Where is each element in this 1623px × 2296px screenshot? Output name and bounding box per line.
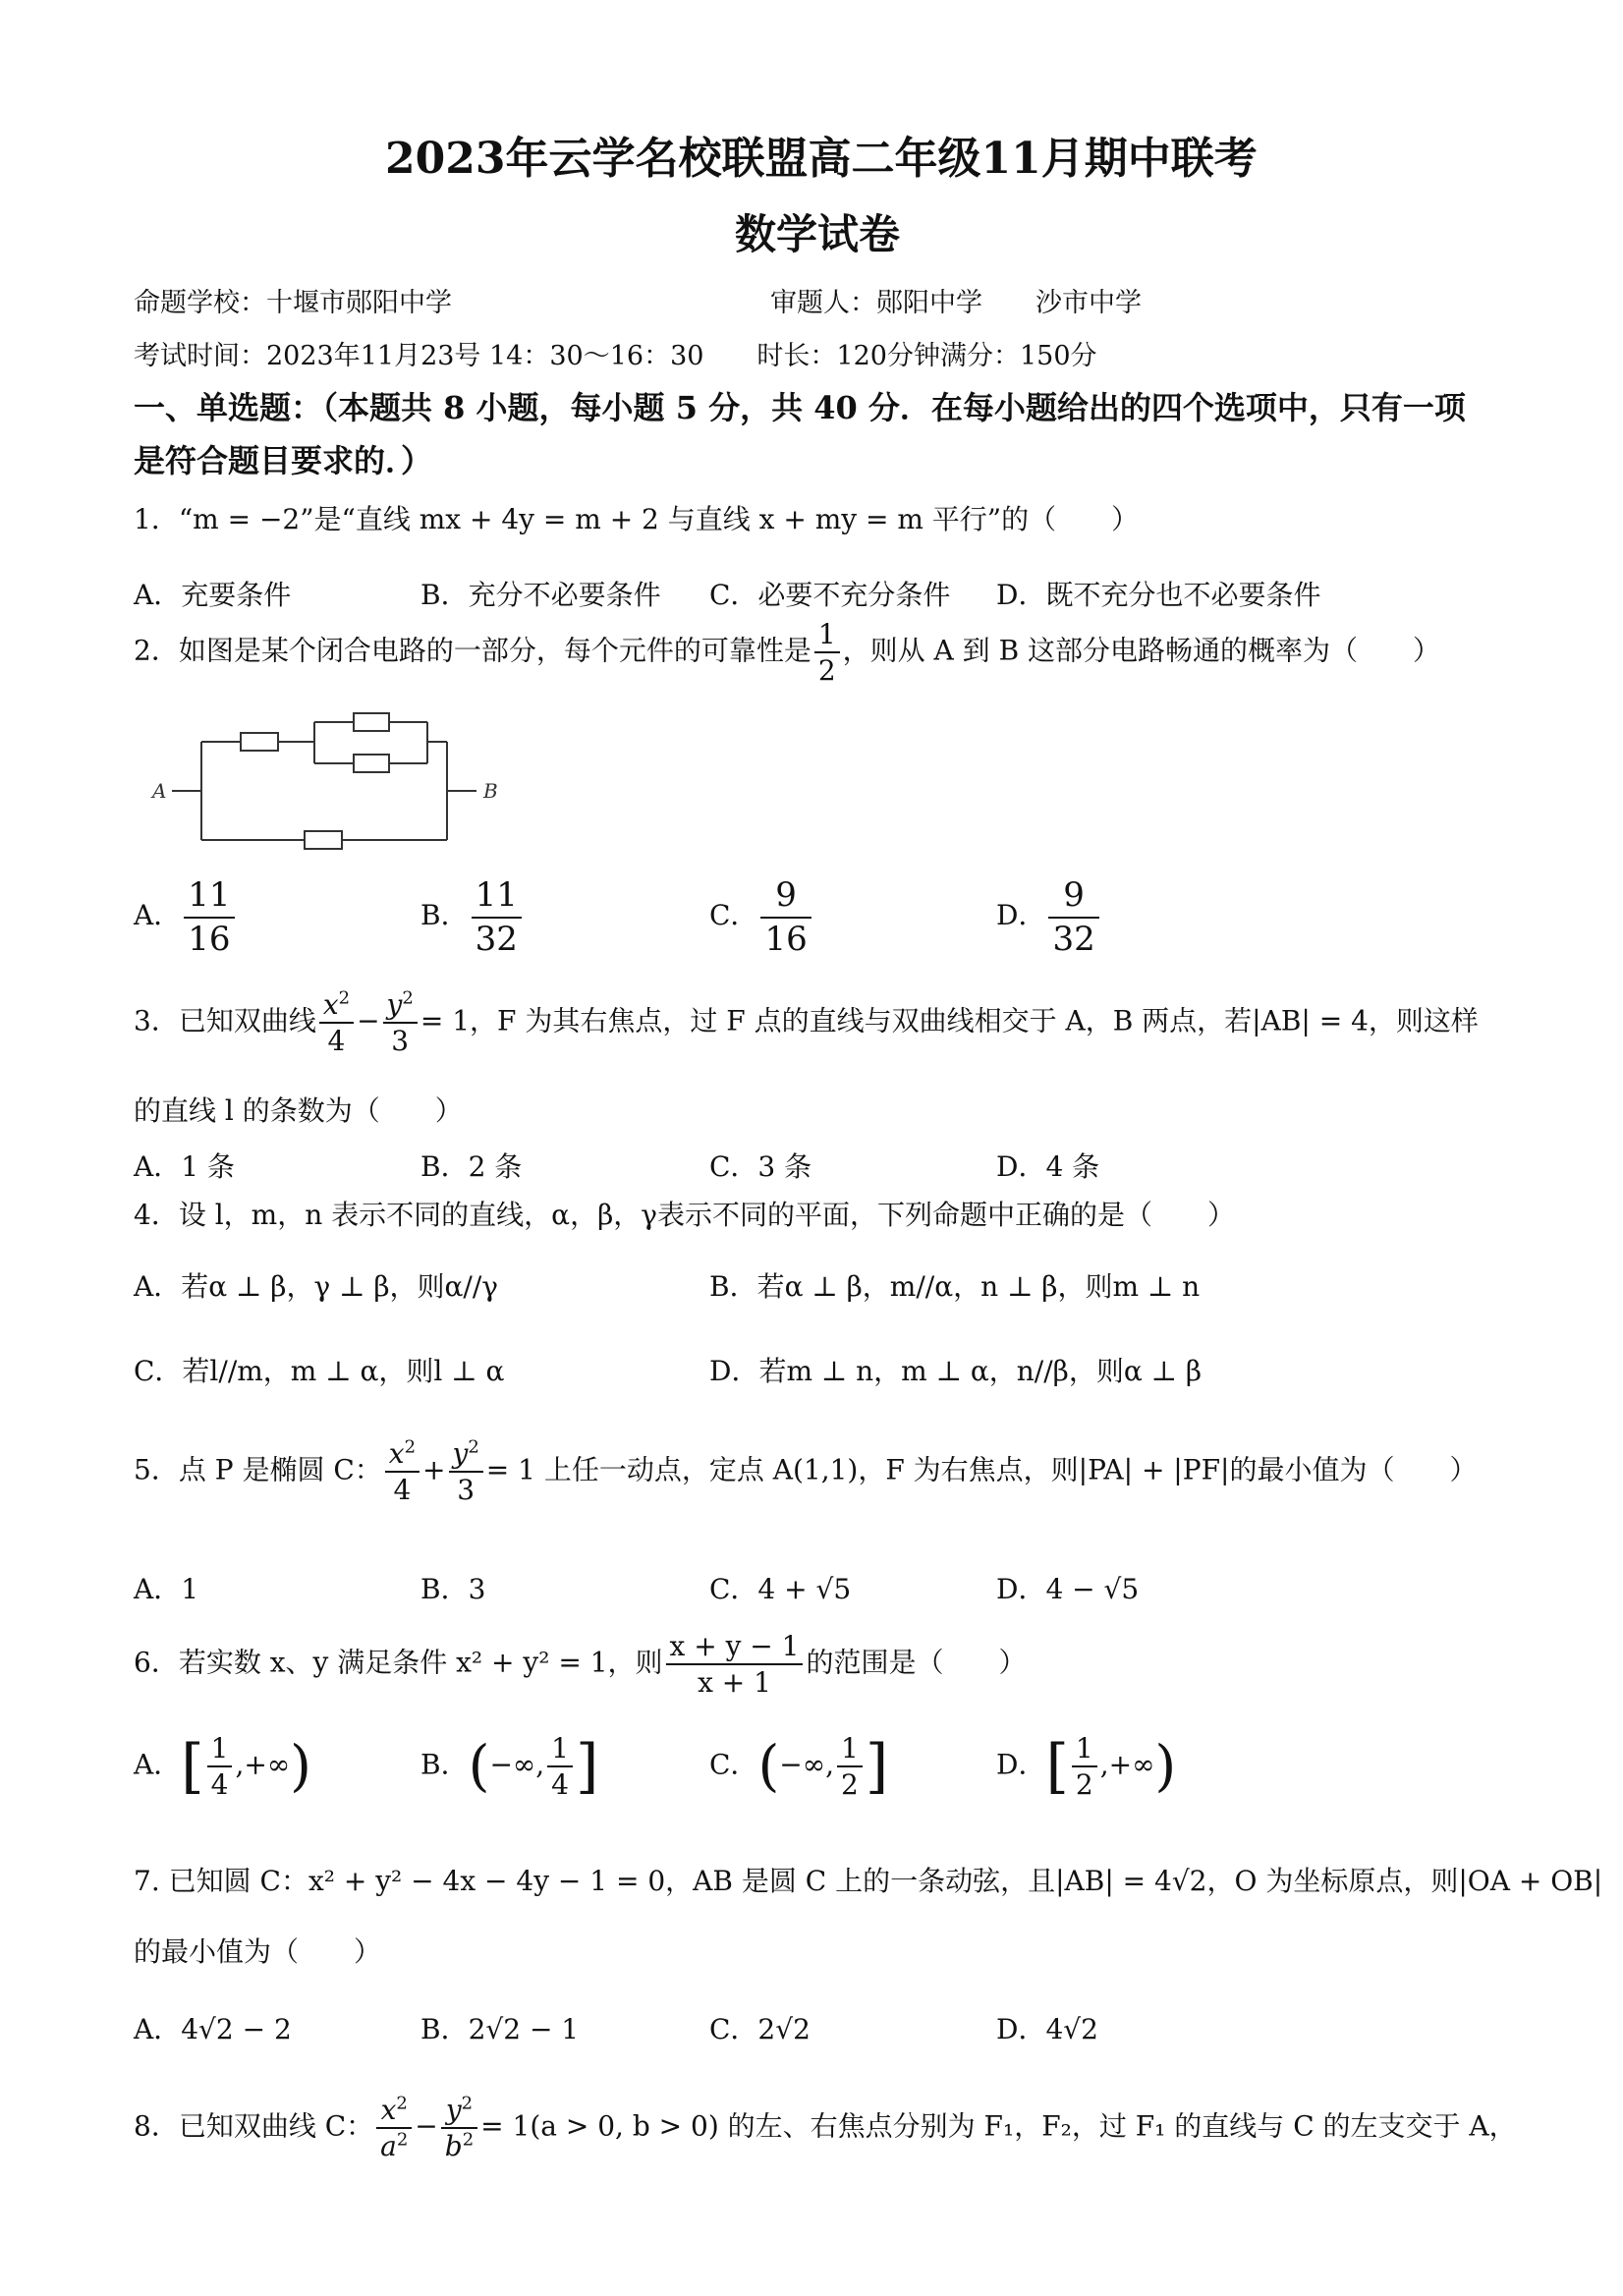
q2-option-a: A． $\frac{11}{16}$ (134, 874, 238, 960)
q6-option-d: D．[ $\frac{1}{2}$ ,+∞) (996, 1732, 1177, 1801)
q3-option-b: B．2 条 (420, 1150, 523, 1183)
q2-option-c: C． $\frac{9}{16}$ (709, 874, 814, 960)
q5-option-c: C．4 + √5 (709, 1573, 852, 1605)
circuit-diagram (147, 702, 511, 860)
q3-option-c: C．3 条 (709, 1150, 812, 1183)
q7-option-d: D．4√2 (996, 2013, 1098, 2045)
question-3: 3．已知双曲线 $\frac{x^2}{4}$ − $\frac{y^2}{3}$ = 1，F 为其右焦点，过 F 点的直线与双曲线相交于 A，B 两点，若|AB| = 4，则这样 (134, 987, 1479, 1057)
q1-option-d: D．既不充分也不必要条件 (996, 579, 1321, 611)
q1-option-c: C．必要不充分条件 (709, 579, 951, 611)
q6-option-c: C．(−∞, $\frac{1}{2}$ ] (709, 1732, 889, 1801)
q4-option-c: C．若l//m，m ⊥ α，则l ⊥ α (134, 1355, 505, 1387)
q2-fraction: $\frac{1}{2}$ (814, 617, 840, 688)
q3-option-d: D．4 条 (996, 1150, 1100, 1183)
q4-option-b: B．若α ⊥ β，m//α，n ⊥ β，则m ⊥ n (709, 1270, 1201, 1303)
q6-option-a: A．[ $\frac{1}{4}$ ,+∞) (134, 1732, 312, 1801)
q2-text-pre: 2．如图是某个闭合电路的一部分，每个元件的可靠性是 (134, 634, 812, 667)
author-school: 命题学校：十堰市郧阳中学 (134, 288, 452, 318)
circuit-label-a: A (152, 779, 167, 803)
q6-option-b: B．(−∞, $\frac{1}{4}$ ] (420, 1732, 599, 1801)
question-4: 4．设 l，m，n 表示不同的直线，α，β，γ表示不同的平面，下列命题中正确的是（ ） (134, 1199, 1235, 1231)
q1-option-a: A．充要条件 (134, 579, 292, 611)
section-heading: 一、单选题：（本题共 8 小题，每小题 5 分，共 40 分．在每小题给出的四个选项中，只有一项 (134, 389, 1466, 426)
question-7: 7. 已知圆 C：x² + y² − 4x − 4y − 1 = 0，AB 是圆 C 上的一条动弦，且|AB| = 4√2，O 为坐标原点，则|OA + OB| (134, 1865, 1603, 1897)
question-7-cont: 的最小值为（ ） (134, 1935, 382, 1968)
question-8: 8．已知双曲线 C： $\frac{x^2}{a^2}$ − $\frac{y^2}{b^2}$ = 1(a > 0, b > 0) 的左、右焦点分别为 F₁，F₂，过 F₁ 的直线与 C 的左支交于 A， (134, 2093, 1517, 2162)
q4-option-a: A．若α ⊥ β，γ ⊥ β，则α//γ (134, 1270, 499, 1303)
q3-option-a: A．1 条 (134, 1150, 235, 1183)
q2-option-d: D． $\frac{9}{32}$ (996, 874, 1102, 960)
question-5: 5．点 P 是椭圆 C： $\frac{x^2}{4}$ + $\frac{y^2}{3}$ = 1 上任一动点，定点 A(1,1)，F 为右焦点，则|PA| + |PF|的最小值为（ ） (134, 1436, 1478, 1506)
q1-option-b: B．充分不必要条件 (420, 579, 661, 611)
circuit-label-b: B (483, 779, 498, 803)
exam-title: 2023年云学名校联盟高二年级11月期中联考 (385, 134, 1258, 184)
question-3-cont: 的直线 l 的条数为（ ） (134, 1094, 463, 1127)
exam-time: 考试时间：2023年11月23号 14：30～16：30 时长：120分钟满分：150分 (134, 341, 1097, 371)
question-1: 1．“m = −2”是“直线 mx + 4y = m + 2 与直线 x + my = m 平行”的（ ） (134, 503, 1140, 535)
q5-option-d: D．4 − √5 (996, 1573, 1140, 1605)
q5-option-b: B．3 (420, 1573, 486, 1605)
q2-text-post: ，则从 A 到 B 这部分电路畅通的概率为（ ） (842, 634, 1441, 667)
reviewers: 审题人：郧阳中学 沙市中学 (770, 288, 1142, 318)
q7-option-c: C．2√2 (709, 2013, 811, 2045)
q3-fraction-x: $\frac{x^2}{4}$ (319, 987, 354, 1058)
section-heading-cont: 是符合题目要求的．） (134, 442, 433, 479)
q7-option-a: A．4√2 − 2 (134, 2013, 292, 2045)
q5-option-a: A．1 (134, 1573, 199, 1605)
question-2 (134, 617, 1440, 688)
q3-fraction-y: $\frac{y^2}{3}$ (383, 987, 418, 1058)
question-6: 6．若实数 x、y 满足条件 x² + y² = 1，则 $\frac{x + y - 1}{x + 1}$ 的范围是（ ） (134, 1630, 1027, 1699)
q6-fraction: $\frac{x + y - 1}{x + 1}$ (666, 1629, 804, 1700)
q7-option-b: B．2√2 − 1 (420, 2013, 580, 2045)
q2-option-b: B． $\frac{11}{32}$ (420, 874, 525, 960)
exam-subtitle: 数学试卷 (735, 210, 901, 258)
q4-option-d: D．若m ⊥ n，m ⊥ α，n//β，则α ⊥ β (709, 1355, 1203, 1387)
